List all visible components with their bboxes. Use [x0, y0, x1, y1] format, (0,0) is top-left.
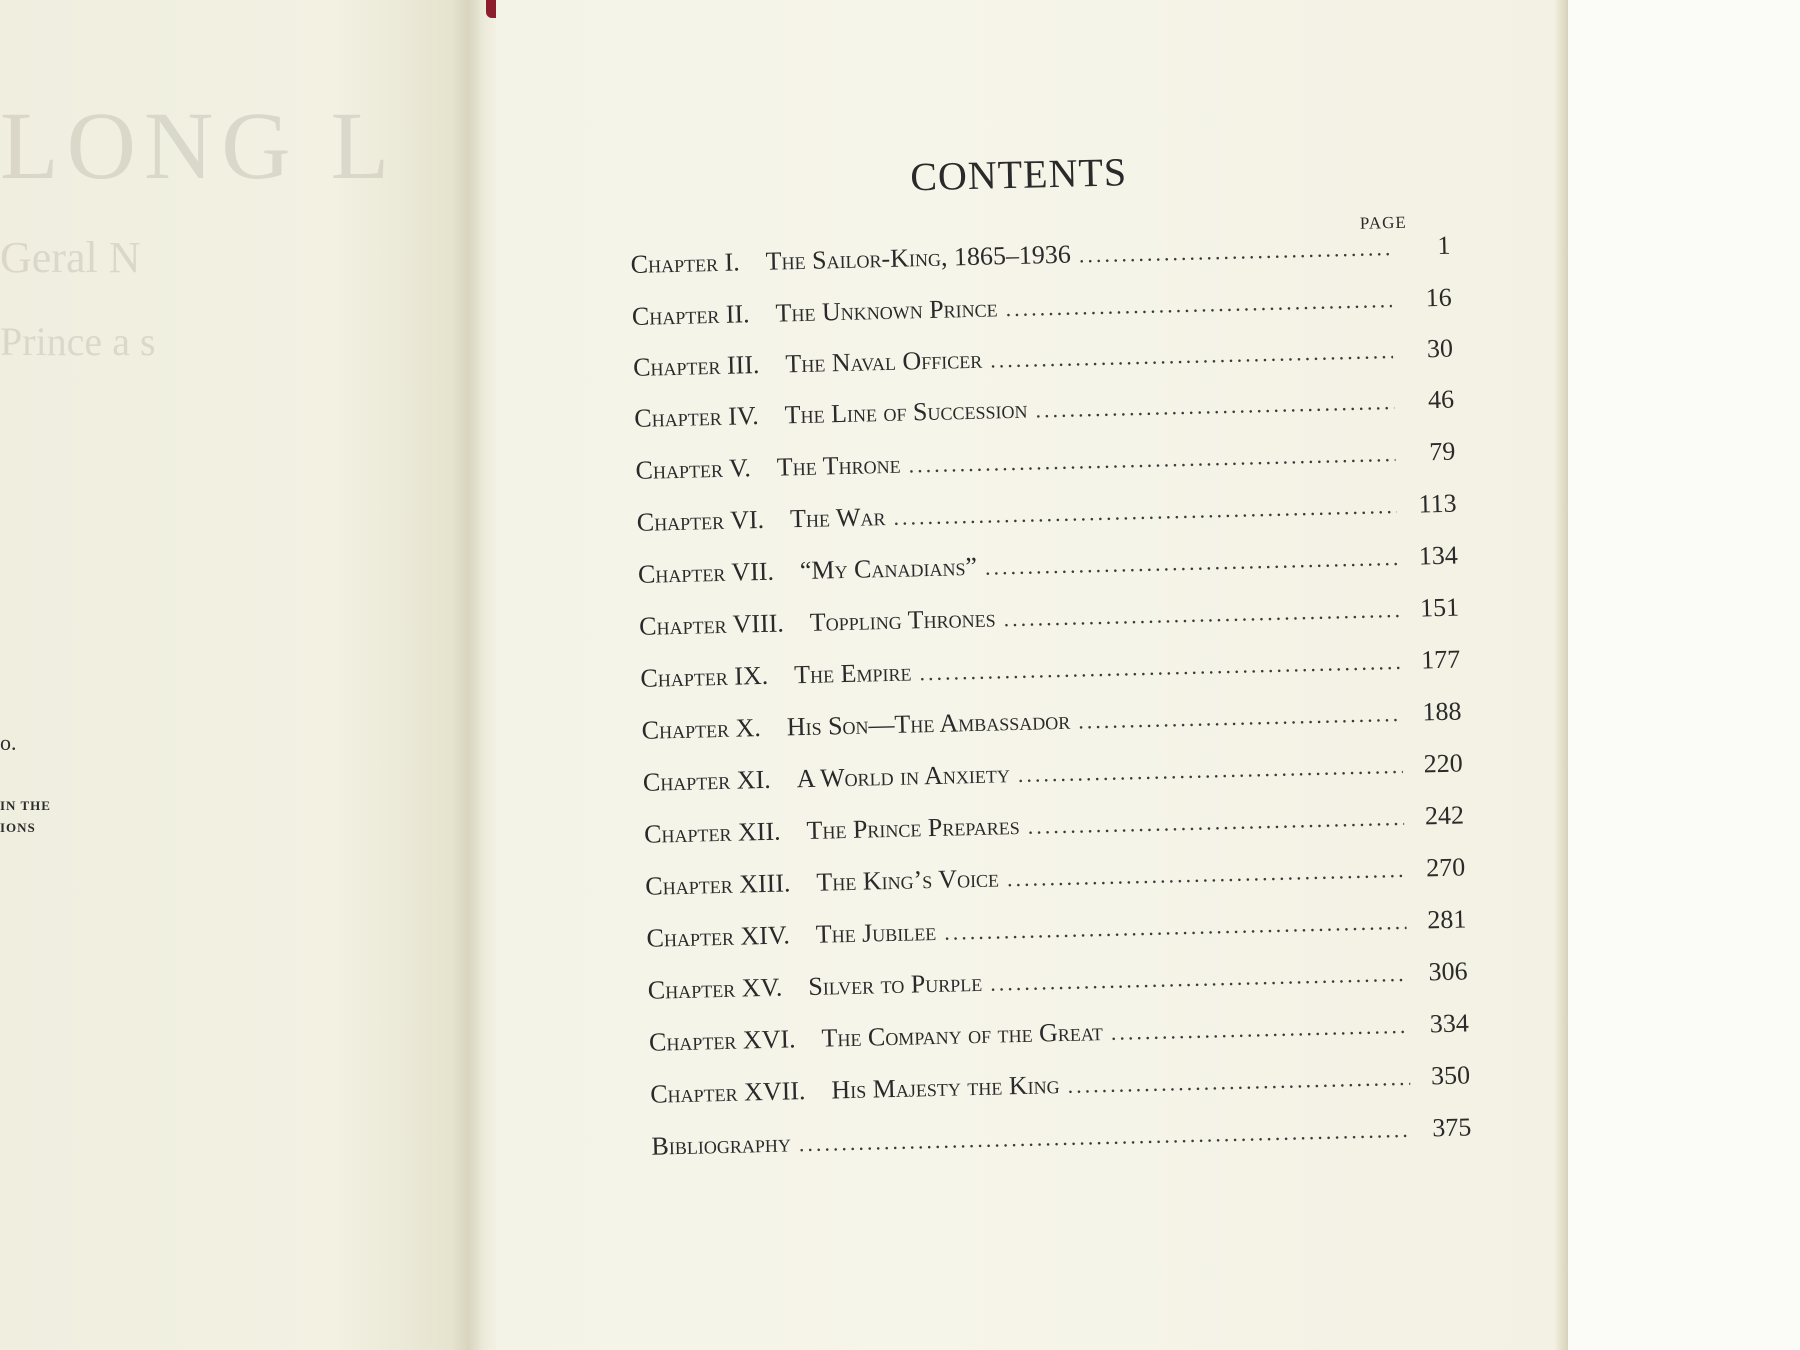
show-through-subtitle-2: Prince a s [0, 319, 156, 364]
chapter-number: Chapter III. [632, 349, 760, 382]
page-number: 177 [1420, 644, 1461, 675]
chapter-title: The Jubilee [815, 916, 937, 949]
page-number: 270 [1425, 852, 1466, 883]
publisher-fragment: o. [0, 730, 17, 755]
imprint-fragment-2: IONS [0, 820, 36, 835]
contents-heading: CONTENTS [909, 149, 1128, 200]
dot-leader [1007, 857, 1406, 892]
chapter-title: Silver to Purple [807, 967, 983, 1001]
page-edge [1554, 0, 1568, 1350]
show-through-subtitle: Geral N [0, 233, 141, 282]
dot-leader [985, 545, 1398, 581]
chapter-number: Chapter I. [630, 247, 741, 279]
chapter-number: Chapter XVII. [649, 1076, 806, 1109]
dot-leader [990, 338, 1393, 373]
dot-leader [1027, 805, 1404, 840]
dot-leader [1067, 1065, 1410, 1099]
chapter-title: The War [789, 502, 886, 534]
chapter-number: Chapter XV. [647, 972, 783, 1005]
page-number: 16 [1425, 282, 1453, 313]
dot-leader [1035, 389, 1394, 423]
dot-leader [1079, 235, 1391, 268]
page-column-header: PAGE [1359, 212, 1407, 233]
chapter-title: Toppling Thrones [809, 603, 996, 637]
page-number: 281 [1427, 904, 1467, 935]
page-number: 113 [1418, 488, 1457, 519]
page-number: 220 [1423, 748, 1464, 779]
imprint-fragment-1: IN THE [0, 798, 51, 813]
page-number: 306 [1428, 956, 1468, 987]
page-number: 242 [1424, 800, 1465, 831]
page-number: 134 [1418, 540, 1459, 571]
show-through-title: LONG L [0, 92, 398, 199]
chapter-number: Chapter X. [641, 713, 762, 745]
page-number: 79 [1428, 436, 1456, 467]
chapter-title: His Son—The Ambassador [786, 705, 1071, 742]
chapter-title: The Company of the Great [821, 1017, 1104, 1053]
chapter-number: Chapter IV. [633, 400, 760, 433]
page-number: 375 [1431, 1112, 1472, 1143]
chapter-number: Chapter II. [631, 299, 750, 331]
dot-leader [990, 961, 1408, 997]
chapter-title: The Throne [776, 449, 901, 482]
chapter-number: Chapter IX. [640, 660, 769, 693]
chapter-title: A World in Anxiety [796, 759, 1011, 794]
chapter-title: His Majesty the King [831, 1070, 1060, 1105]
chapter-number: Chapter VI. [636, 504, 765, 537]
chapter-number: Chapter VII. [637, 556, 775, 589]
chapter-number: Chapter V. [635, 453, 752, 485]
dot-leader [1078, 701, 1402, 735]
page-number: 188 [1422, 696, 1462, 727]
chapter-title: The Line of Succession [784, 394, 1028, 430]
chapter-title: “My Canadians” [799, 551, 978, 586]
chapter-number: Chapter XII. [643, 816, 781, 849]
page-number: 30 [1426, 333, 1454, 364]
page-number: 350 [1430, 1060, 1471, 1091]
page-number: 1 [1437, 230, 1451, 260]
chapter-title: The Prince Prepares [806, 810, 1020, 845]
chapter-title: The Empire [793, 657, 912, 690]
left-page [0, 0, 480, 1350]
chapter-title: The Naval Officer [785, 344, 983, 379]
chapter-title: Bibliography [651, 1128, 792, 1161]
chapter-number: Chapter XIV. [646, 920, 791, 953]
chapter-number: Chapter VIII. [638, 608, 785, 641]
dot-leader [944, 909, 1407, 946]
chapter-number: Chapter XIII. [645, 868, 791, 901]
dot-leader [1018, 753, 1403, 788]
dot-leader [1003, 597, 1399, 632]
chapter-title: The King’s Voice [816, 863, 1000, 897]
chapter-number: Chapter XVI. [648, 1024, 796, 1057]
chapter-title: The Sailor-King, 1865–1936 [765, 239, 1072, 276]
page-number: 334 [1429, 1008, 1470, 1039]
page-number: 46 [1427, 384, 1455, 415]
chapter-number: Chapter XI. [642, 764, 771, 797]
chapter-title: The Unknown Prince [775, 293, 998, 328]
dot-leader [1005, 287, 1392, 322]
dot-leader [1111, 1013, 1410, 1046]
page-number: 151 [1419, 592, 1460, 623]
